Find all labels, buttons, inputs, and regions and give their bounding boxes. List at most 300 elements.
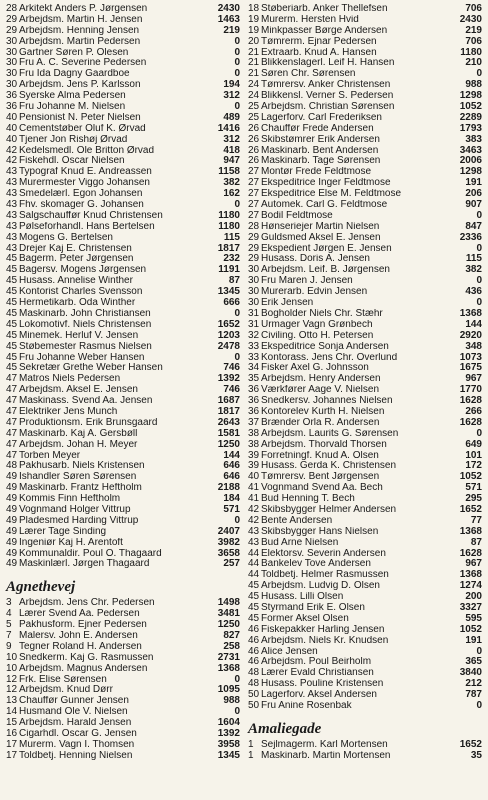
tax-amount: 1392 [217,729,240,739]
house-number: 30 [6,69,18,80]
entry-row [248,331,482,342]
entry-row [248,4,482,15]
tax-amount: 219 [223,25,240,36]
tax-amount: 312 [223,134,240,145]
entry-row [6,483,240,494]
tax-amount: 1687 [217,396,240,407]
tax-amount: 1345 [217,750,240,761]
house-number: 36 [248,396,260,407]
tax-amount: 2920 [459,330,482,341]
resident-name: Kedelsmedl. Ole Britton Ørvad [19,145,155,156]
resident-name: Husass. Pouline Kristensen [261,679,384,690]
resident-name: Lokomotivf. Niels Christensen [19,319,152,330]
tax-amount: 666 [223,298,240,309]
tax-amount: 436 [465,287,482,298]
tax-amount: 295 [465,494,482,505]
entry-row [6,696,240,707]
house-number: 47 [6,439,18,450]
tax-amount: 1817 [217,406,240,417]
tax-amount: 87 [228,276,240,287]
resident-name: Bogholder Niels Chr. Stæhr [261,308,383,319]
house-number: 30 [248,265,260,276]
resident-name: Arbejdsm. Christian Sørensen [261,102,395,113]
entry-row [248,146,482,157]
resident-name: Maskinarb. John Christiansen [19,308,151,319]
house-number: 48 [248,668,260,679]
house-number: 45 [6,341,18,352]
resident-name: Murermester Viggo Johansen [19,178,150,189]
house-number: 26 [248,134,260,145]
entry-row [248,135,482,146]
resident-name: Tømrersv. Anker Christensen [261,80,391,91]
entry-row [6,451,240,462]
house-number: 43 [248,526,260,537]
house-number: 39 [248,450,260,461]
tax-amount: 194 [223,80,240,91]
tax-amount: 0 [476,210,482,221]
resident-name: Søren Chr. Sørensen [261,69,356,80]
tax-amount: 2006 [459,156,482,167]
house-number: 49 [6,559,18,570]
tax-amount: 0 [234,308,240,319]
entry-row [6,80,240,91]
entry-row [6,642,240,653]
tax-amount: 967 [465,559,482,570]
resident-name: Fru Johanne M. Nielsen [19,102,126,113]
tax-amount: 827 [223,630,240,641]
resident-name: Murerarb. Edvin Jensen [261,287,368,298]
resident-name: Produktionsm. Erik Brunsgaard [19,417,158,428]
entry-row [248,15,482,26]
entry-row [6,244,240,255]
house-number: 29 [6,14,18,25]
tax-amount: 266 [465,406,482,417]
house-number: 50 [248,690,260,701]
house-number: 50 [248,701,260,711]
tax-amount: 3327 [459,602,482,613]
resident-name: Urmager Vagn Grønbech [261,319,373,330]
resident-name: Sekretær Grethe Weber Hansen [19,363,163,374]
house-number: 19 [248,14,260,25]
entry-row [248,625,482,636]
tax-amount: 1298 [459,167,482,178]
resident-name: Skibstømrer Erik Andersen [261,134,380,145]
resident-name: Kommis Finn Heftholm [19,494,121,505]
tax-amount: 1498 [217,598,240,609]
resident-name: Fisker Axel G. Johnsson [261,363,369,374]
house-number: 24 [248,80,260,91]
entry-row [248,189,482,200]
entry-row [248,570,482,581]
house-number: 46 [248,657,260,668]
left-entries-top [6,4,240,570]
tax-amount: 0 [234,69,240,80]
resident-name: Typograf Knud E. Andreassen [19,167,152,178]
entry-row [6,254,240,265]
tax-amount: 418 [223,145,240,156]
entry-row [248,178,482,189]
house-number: 10 [6,663,18,674]
house-number: 45 [6,298,18,309]
tax-amount: 967 [465,374,482,385]
house-number: 47 [6,385,18,396]
resident-name: Fru Anine Rosenbak [261,701,352,711]
resident-name: Erik Jensen [261,298,314,309]
house-number: 30 [6,80,18,91]
house-number: 41 [248,483,260,494]
tax-amount: 172 [465,461,482,472]
house-number: 44 [248,570,260,581]
tax-amount: 0 [234,36,240,47]
tax-amount: 0 [476,701,482,711]
entry-row [6,363,240,374]
house-number: 24 [248,91,260,102]
house-number: 30 [6,47,18,58]
resident-name: Arbejdsm. Thorvald Thorsen [261,439,387,450]
tax-amount: 0 [234,352,240,363]
house-number: 43 [248,537,260,548]
house-number: 44 [248,548,260,559]
entry-row [6,91,240,102]
house-number: 30 [6,58,18,69]
entry-row [6,664,240,675]
tax-amount: 0 [234,707,240,718]
entry-row [248,233,482,244]
entry-row [248,396,482,407]
house-number: 18 [248,4,260,14]
resident-name: Arbejdsm. Ludvig D. Olsen [261,581,380,592]
resident-name: Pakhusarb. Niels Kristensen [19,461,145,472]
tax-amount: 1191 [218,265,240,276]
tax-amount: 1652 [459,504,482,515]
tax-amount: 1052 [459,472,482,483]
resident-name: Lærer Evald Christiansen [261,668,374,679]
house-number: 35 [248,374,260,385]
resident-name: Salgschauffør Knud Christensen [19,210,163,221]
tax-amount: 3481 [217,609,240,620]
entry-row [6,156,240,167]
tax-amount: 646 [223,472,240,483]
tax-amount: 382 [223,178,240,189]
entry-row [6,609,240,620]
entry-row [248,592,482,603]
tax-amount: 3982 [217,537,240,548]
resident-name: Montør Frede Feldtmose [261,167,372,178]
tax-amount: 1368 [459,526,482,537]
house-number: 49 [6,526,18,537]
resident-name: Kommunaldir. Poul O. Thagaard [19,548,162,559]
house-number: 37 [248,417,260,428]
house-number: 10 [6,652,18,663]
resident-name: Cementstøber Oluf K. Ørvad [19,123,146,134]
tax-amount: 1298 [459,91,482,102]
right-entries-bottom [248,740,482,762]
entry-row [6,37,240,48]
tax-amount: 1052 [459,102,482,113]
resident-name: Kontorass. Jens Chr. Overlund [261,352,398,363]
tax-amount: 232 [223,254,240,265]
resident-name: Husass. Annelise Winther [19,276,133,287]
house-number: 30 [248,276,260,287]
resident-name: Husass. Doris A. Jensen [261,254,370,265]
entry-row [6,69,240,80]
tax-amount: 1392 [217,374,240,385]
resident-name: Elektorsv. Severin Andersen [261,548,386,559]
house-number: 17 [6,750,18,761]
entry-row [248,603,482,614]
tax-amount: 1628 [459,548,482,559]
tax-amount: 1652 [217,319,240,330]
house-number: 1 [248,739,254,750]
house-number: 48 [248,679,260,690]
entry-row [248,636,482,647]
tax-amount: 0 [476,69,482,80]
tax-amount: 2407 [217,526,240,537]
entry-row [6,675,240,686]
entry-row [248,80,482,91]
house-number: 9 [6,641,12,652]
entry-row [248,538,482,549]
resident-name: Gartner Søren P. Olesen [19,47,129,58]
house-number: 45 [6,319,18,330]
house-number: 20 [248,36,260,47]
resident-name: Ingeniør Kaj H. Arentoft [19,537,123,548]
resident-name: Arbejdsm. Magnus Andersen [19,663,148,674]
tax-amount: 210 [465,58,482,69]
tax-amount: 1250 [217,620,240,631]
tax-amount: 115 [223,232,240,243]
entry-row [6,48,240,59]
entry-row [248,363,482,374]
tax-amount: 0 [234,102,240,113]
tax-amount: 383 [465,134,482,145]
house-number: 47 [6,450,18,461]
tax-amount: 3463 [459,145,482,156]
resident-name: Snedkerm. Kaj G. Rasmussen [19,652,154,663]
resident-name: Pladesmed Harding Vittrup [19,515,139,526]
entry-row [6,211,240,222]
tax-amount: 101 [465,450,482,461]
entry-row [6,146,240,157]
entry-row [6,559,240,570]
entry-row [6,407,240,418]
resident-name: Hønseriejer Martin Nielsen [261,221,380,232]
entry-row [248,287,482,298]
entry-row [6,298,240,309]
tax-amount: 77 [470,515,482,526]
entry-row [248,614,482,625]
entry-row [248,276,482,287]
house-number: 47 [6,396,18,407]
resident-name: Kontorelev Kurth H. Nielsen [261,406,385,417]
resident-name: Sejlmagerm. Karl Mortensen [261,739,388,750]
entry-row [6,26,240,37]
tax-amount: 1158 [218,167,240,178]
house-number: 25 [248,102,260,113]
tax-amount: 212 [465,679,482,690]
entry-row [248,102,482,113]
house-number: 32 [248,330,260,341]
entry-row [248,244,482,255]
house-number: 43 [6,210,18,221]
resident-name: Skibsbygger Hans Nielsen [261,526,379,537]
resident-name: Vognmand Svend Aa. Bech [261,483,383,494]
entry-row [248,429,482,440]
resident-name: Pølseforhandl. Hans Bertelsen [19,221,155,232]
entry-row [248,407,482,418]
resident-name: Kontorist Charles Svensson [19,287,143,298]
entry-row [6,396,240,407]
entry-row [6,287,240,298]
tax-amount: 2188 [217,483,240,494]
tax-amount: 2643 [217,417,240,428]
resident-name: Vognmand Holger Vittrup [19,504,131,515]
tax-amount: 2430 [459,14,482,25]
entry-row [6,124,240,135]
entry-row [248,472,482,483]
house-number: 42 [6,156,18,167]
entry-row [248,342,482,353]
house-number: 45 [6,265,18,276]
house-number: 36 [248,406,260,417]
resident-name: Guldsmed Aksel E. Jensen [261,232,381,243]
house-number: 13 [6,696,18,707]
entry-row [6,222,240,233]
resident-name: Chauffør Frede Andersen [261,123,374,134]
entry-row [248,559,482,570]
tax-amount: 706 [465,4,482,14]
entry-row [6,233,240,244]
tax-amount: 1604 [217,718,240,729]
house-number: 29 [6,25,18,36]
tax-amount: 0 [234,674,240,685]
entry-row [6,102,240,113]
tax-amount: 907 [465,200,482,211]
tax-amount: 365 [465,657,482,668]
resident-name: Fiskepakker Harling Jensen [261,624,385,635]
entry-row [248,58,482,69]
house-number: 43 [6,200,18,211]
house-number: 21 [248,69,260,80]
tax-amount: 191 [465,178,482,189]
resident-name: Arbejdsm. Martin H. Jensen [19,14,143,25]
house-number: 16 [6,729,18,739]
resident-name: Bagersv. Mogens Jørgensen [19,265,147,276]
house-number: 46 [248,624,260,635]
right-column [248,4,482,800]
house-number: 45 [248,602,260,613]
resident-name: Cigarhdl. Oscar G. Jensen [19,729,137,739]
tax-amount: 1274 [459,581,482,592]
resident-name: Alice Jensen [261,646,318,657]
house-number: 27 [248,178,260,189]
tax-amount: 1368 [459,570,482,581]
house-number: 40 [6,123,18,134]
tax-amount: 1770 [459,385,482,396]
tax-amount: 219 [465,25,482,36]
entry-row [6,598,240,609]
resident-name: Chauffør Gunner Jensen [19,696,129,707]
tax-amount: 1463 [217,14,240,25]
house-number: 39 [248,461,260,472]
resident-name: Minkpasser Børge Andersen [261,25,388,36]
resident-name: Toldbetj. Henning Nielsen [19,750,133,761]
entry-row [248,254,482,265]
tax-amount: 1628 [459,417,482,428]
resident-name: Husass. Gerda K. Christensen [261,461,397,472]
resident-name: Blikkensl. Verner S. Pedersen [261,91,394,102]
entry-row [6,15,240,26]
house-number: 36 [6,102,18,113]
house-number: 43 [6,243,18,254]
house-number: 33 [248,352,260,363]
resident-name: Pensionist N. Peter Nielsen [19,112,141,123]
house-number: 27 [248,200,260,211]
tax-amount: 2336 [459,232,482,243]
resident-name: Husmand Ole V. Nielsen [19,707,128,718]
resident-name: Smedelærl. Egon Johansen [19,189,143,200]
tax-amount: 3958 [217,739,240,750]
entry-row [248,483,482,494]
house-number: 33 [248,341,260,352]
tax-amount: 2430 [217,4,240,14]
entry-row [248,527,482,538]
tax-amount: 87 [470,537,482,548]
tax-amount: 0 [476,428,482,439]
resident-name: Lærer Svend Aa. Pedersen [19,609,140,620]
resident-name: Styrmand Erik E. Olsen [261,602,365,613]
left-entries-bottom [6,598,240,761]
entry-row [248,461,482,472]
entry-row [248,26,482,37]
entry-row [248,701,482,712]
entry-row [248,657,482,668]
tax-amount: 0 [476,276,482,287]
entry-row [6,320,240,331]
house-number: 27 [248,189,260,200]
resident-name: Arbejdsm. Harald Jensen [19,718,132,729]
entry-row [248,309,482,320]
tax-amount: 184 [223,494,240,505]
entry-row [248,211,482,222]
entry-row [6,4,240,15]
tax-amount: 1345 [217,287,240,298]
house-number: 30 [6,36,18,47]
house-number: 27 [248,167,260,178]
tax-amount: 3840 [459,668,482,679]
house-number: 38 [248,428,260,439]
tax-amount: 1250 [217,439,240,450]
entry-row [248,751,482,762]
tax-amount: 0 [476,243,482,254]
resident-name: Blikkenslagerl. Leif H. Hansen [261,58,395,69]
tax-amount: 847 [465,221,482,232]
tax-amount: 312 [223,91,240,102]
house-number: 36 [248,385,260,396]
entry-row [248,690,482,701]
resident-name: Arbejdsm. Jens Chr. Pedersen [19,598,155,609]
house-number: 48 [6,461,18,472]
tax-amount: 348 [465,341,482,352]
tax-amount: 1793 [459,123,482,134]
tax-amount: 649 [465,439,482,450]
house-number: 19 [248,25,260,36]
house-number: 25 [248,112,260,123]
resident-name: Bagerm. Peter Jørgensen [19,254,134,265]
entry-row [248,298,482,309]
entry-row [6,440,240,451]
resident-name: Bodil Feldtmose [261,210,333,221]
